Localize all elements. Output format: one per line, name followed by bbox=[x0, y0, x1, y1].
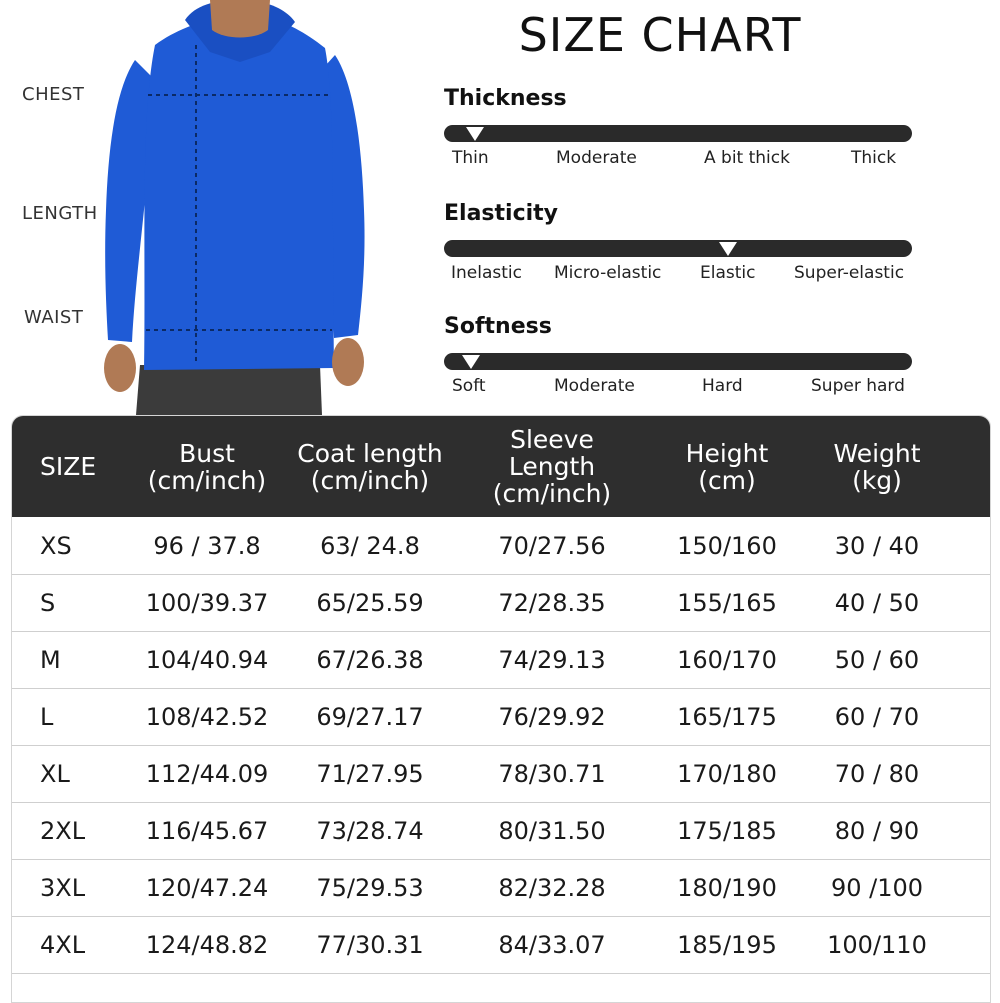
cell-size: L bbox=[40, 702, 54, 731]
cell-height: 155/165 bbox=[677, 588, 777, 617]
scale-tick: Hard bbox=[702, 376, 743, 396]
scale-track bbox=[444, 353, 912, 370]
cell-bust: 124/48.82 bbox=[145, 930, 269, 959]
scale-tick: Moderate bbox=[556, 148, 637, 168]
cell-sleeve-length: 82/32.28 bbox=[498, 873, 606, 902]
length-label: LENGTH bbox=[22, 203, 98, 224]
cell-sleeve-length: 74/29.13 bbox=[498, 645, 606, 674]
table-header bbox=[12, 416, 990, 517]
table-row bbox=[12, 859, 990, 917]
cell-sleeve-length: 80/31.50 bbox=[498, 816, 606, 845]
header-sleeve-length: Sleeve Length (cm/inch) bbox=[492, 425, 612, 508]
scale-marker-icon bbox=[462, 355, 480, 369]
cell-sleeve-length: 78/30.71 bbox=[498, 759, 606, 788]
size-table bbox=[11, 415, 991, 1003]
cell-coat-length: 63/ 24.8 bbox=[320, 531, 420, 560]
model-photo bbox=[100, 0, 380, 415]
scale-title: Elasticity bbox=[444, 201, 559, 226]
scale-tick: Micro-elastic bbox=[554, 263, 662, 283]
cell-coat-length: 73/28.74 bbox=[316, 816, 424, 845]
header-weight: Weight (kg) bbox=[833, 438, 921, 495]
table-row bbox=[12, 574, 990, 632]
cell-bust: 108/42.52 bbox=[145, 702, 269, 731]
cell-bust: 100/39.37 bbox=[145, 588, 269, 617]
scale-marker-icon bbox=[466, 127, 484, 141]
header-height: Height (cm) bbox=[685, 438, 769, 495]
cell-weight: 30 / 40 bbox=[834, 531, 920, 560]
cell-sleeve-length: 84/33.07 bbox=[498, 930, 606, 959]
elasticity-scale bbox=[444, 201, 912, 287]
cell-coat-length: 77/30.31 bbox=[316, 930, 424, 959]
cell-bust: 120/47.24 bbox=[145, 873, 269, 902]
page-title: SIZE CHART bbox=[518, 8, 802, 62]
cell-height: 175/185 bbox=[677, 816, 777, 845]
cell-bust: 104/40.94 bbox=[145, 645, 269, 674]
header-coat-length: Coat length (cm/inch) bbox=[297, 438, 443, 495]
cell-coat-length: 65/25.59 bbox=[316, 588, 424, 617]
scale-tick: Elastic bbox=[700, 263, 756, 283]
thickness-scale bbox=[444, 86, 912, 172]
table-row bbox=[12, 916, 990, 974]
cell-height: 170/180 bbox=[677, 759, 777, 788]
scale-marker-icon bbox=[719, 242, 737, 256]
cell-height: 160/170 bbox=[677, 645, 777, 674]
header-size: SIZE bbox=[40, 452, 97, 481]
table-row bbox=[12, 631, 990, 689]
table-row bbox=[12, 745, 990, 803]
cell-coat-length: 75/29.53 bbox=[316, 873, 424, 902]
cell-size: XS bbox=[40, 531, 72, 560]
table-row bbox=[12, 802, 990, 860]
scale-track bbox=[444, 240, 912, 257]
cell-weight: 100/110 bbox=[827, 930, 927, 959]
scale-tick: Super hard bbox=[811, 376, 905, 396]
softness-scale bbox=[444, 314, 912, 400]
scale-tick: Inelastic bbox=[451, 263, 522, 283]
header-bust: Bust (cm/inch) bbox=[147, 438, 267, 495]
cell-bust: 112/44.09 bbox=[145, 759, 269, 788]
cell-bust: 96 / 37.8 bbox=[153, 531, 261, 560]
cell-size: XL bbox=[40, 759, 70, 788]
cell-coat-length: 71/27.95 bbox=[316, 759, 424, 788]
cell-sleeve-length: 72/28.35 bbox=[498, 588, 606, 617]
cell-size: M bbox=[40, 645, 61, 674]
cell-size: S bbox=[40, 588, 56, 617]
scale-title: Thickness bbox=[444, 86, 567, 111]
scale-tick: Thin bbox=[452, 148, 489, 168]
chest-label: CHEST bbox=[22, 84, 85, 105]
cell-sleeve-length: 76/29.92 bbox=[498, 702, 606, 731]
cell-size: 2XL bbox=[40, 816, 86, 845]
cell-weight: 50 / 60 bbox=[834, 645, 920, 674]
cell-coat-length: 67/26.38 bbox=[316, 645, 424, 674]
cell-height: 180/190 bbox=[677, 873, 777, 902]
scale-tick: Soft bbox=[452, 376, 486, 396]
table-row bbox=[12, 688, 990, 746]
cell-weight: 70 / 80 bbox=[834, 759, 920, 788]
scale-title: Softness bbox=[444, 314, 552, 339]
cell-height: 185/195 bbox=[677, 930, 777, 959]
cell-coat-length: 69/27.17 bbox=[316, 702, 424, 731]
cell-bust: 116/45.67 bbox=[145, 816, 269, 845]
cell-weight: 40 / 50 bbox=[834, 588, 920, 617]
waist-label: WAIST bbox=[24, 307, 84, 328]
scale-tick: Super-elastic bbox=[794, 263, 905, 283]
cell-size: 3XL bbox=[40, 873, 86, 902]
cell-height: 150/160 bbox=[677, 531, 777, 560]
cell-weight: 80 / 90 bbox=[834, 816, 920, 845]
scale-tick: A bit thick bbox=[704, 148, 790, 168]
cell-weight: 60 / 70 bbox=[834, 702, 920, 731]
cell-weight: 90 /100 bbox=[830, 873, 924, 902]
cell-sleeve-length: 70/27.56 bbox=[498, 531, 606, 560]
table-row bbox=[12, 517, 990, 575]
scale-tick: Moderate bbox=[554, 376, 635, 396]
scale-track bbox=[444, 125, 912, 142]
scale-tick: Thick bbox=[851, 148, 897, 168]
cell-height: 165/175 bbox=[677, 702, 777, 731]
cell-size: 4XL bbox=[40, 930, 86, 959]
